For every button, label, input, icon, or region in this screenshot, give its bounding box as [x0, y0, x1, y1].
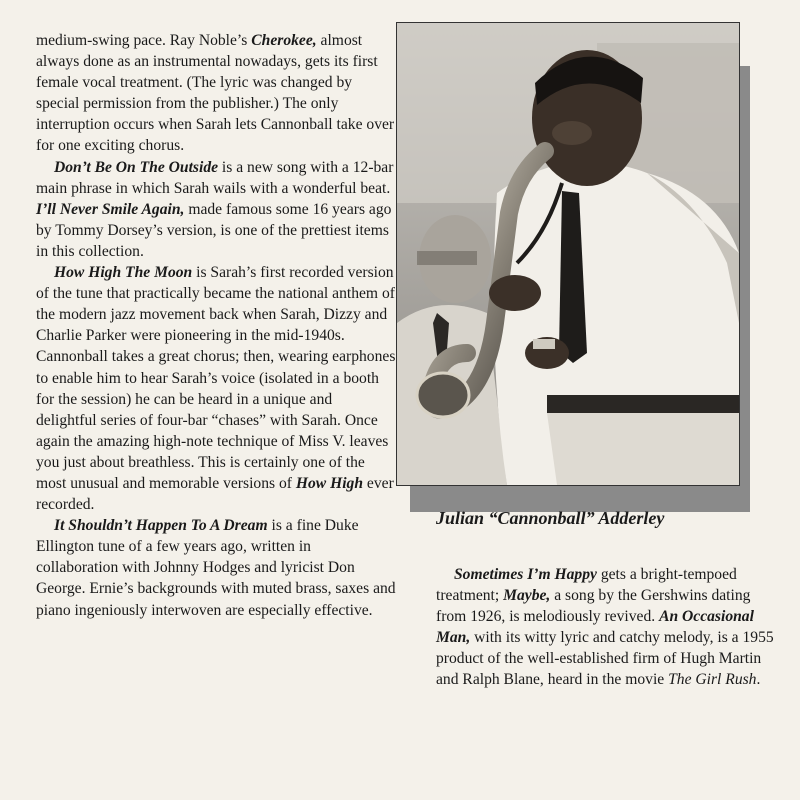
text-run: is a fine Duke Ellington tune of a few years ago, written in collaboration with Johnny Hodges and lyricist Don George. Ernie’s backgrounds with muted brass, saxes and piano ingeniously interwoven are especially effective.: [36, 517, 396, 619]
photo-caption: Julian “Cannonball” Adderley: [436, 508, 665, 528]
text-run: gets a bright-tempoed treatment;: [436, 566, 737, 605]
song-title: Maybe,: [503, 587, 551, 605]
text-run: with its witty lyric and catchy melody, is a 1955 product of the well-established firm of Hugh Martin and Ralph Blane, heard in the movie: [436, 629, 774, 689]
photo-cannonball-adderley: [396, 22, 740, 486]
paragraph-outside: [36, 157, 396, 262]
text-run: a song by the Gershwins dating from 1926, is melodiously revived.: [436, 587, 751, 626]
song-title: How High: [295, 474, 364, 492]
text-run: is a new song with a 12-bar main phrase in which Sarah wails with a wonderful beat.: [36, 158, 394, 197]
song-title: It Shouldn’t Happen To A Dream: [54, 517, 268, 535]
song-title: How High The Moon: [54, 264, 193, 282]
right-column: [436, 564, 776, 691]
song-title: Sometimes I’m Happy: [454, 566, 597, 583]
text-run: almost always done as an instrumental nowadays, gets its first female vocal treatment. (The lyric was changed by special permission from the publisher.) The only interruption occurs when Sarah lets Cannonball take over for one exciting chorus.: [36, 32, 395, 155]
text-run: medium-swing pace. Ray Noble’s: [36, 32, 252, 49]
photo-frame: [396, 22, 754, 514]
saxophonist-photo-illustration: [397, 23, 739, 485]
left-column: [36, 30, 396, 621]
song-title: I’ll Never Smile Again,: [36, 200, 185, 218]
text-run: .: [756, 671, 761, 689]
movie-title: The Girl Rush: [668, 671, 757, 689]
paragraph-happy: [436, 564, 776, 691]
text-run: ever recorded.: [36, 474, 394, 514]
paragraph-cherokee: [36, 30, 396, 157]
song-title: An Occasional Man,: [436, 608, 754, 647]
song-title: Don’t Be On The Outside: [54, 158, 219, 176]
text-run: made famous some 16 years ago by Tommy Dorsey’s version, is one of the prettiest items in this collection.: [36, 200, 392, 260]
paragraph-dream: [36, 515, 396, 620]
paragraph-moon: [36, 262, 396, 515]
text-run: is Sarah’s first recorded version of the tune that practically became the national anthem of the modern jazz movement back when Sarah, Dizzy and Charlie Parker were pioneering in the mid-1940s. Cannonball takes a great chorus; then, wearing earphones to enable him to hear Sarah’s voice (isolated in a booth for the session) he can be heard in a unique and delightful series of four-bar “chases” with Sarah. Once again the amazing high-note technique of Miss V. leaves you just about breathless. This is certainly one of the most unusual and memorable versions of: [36, 264, 396, 492]
song-title: Cherokee,: [251, 32, 317, 49]
